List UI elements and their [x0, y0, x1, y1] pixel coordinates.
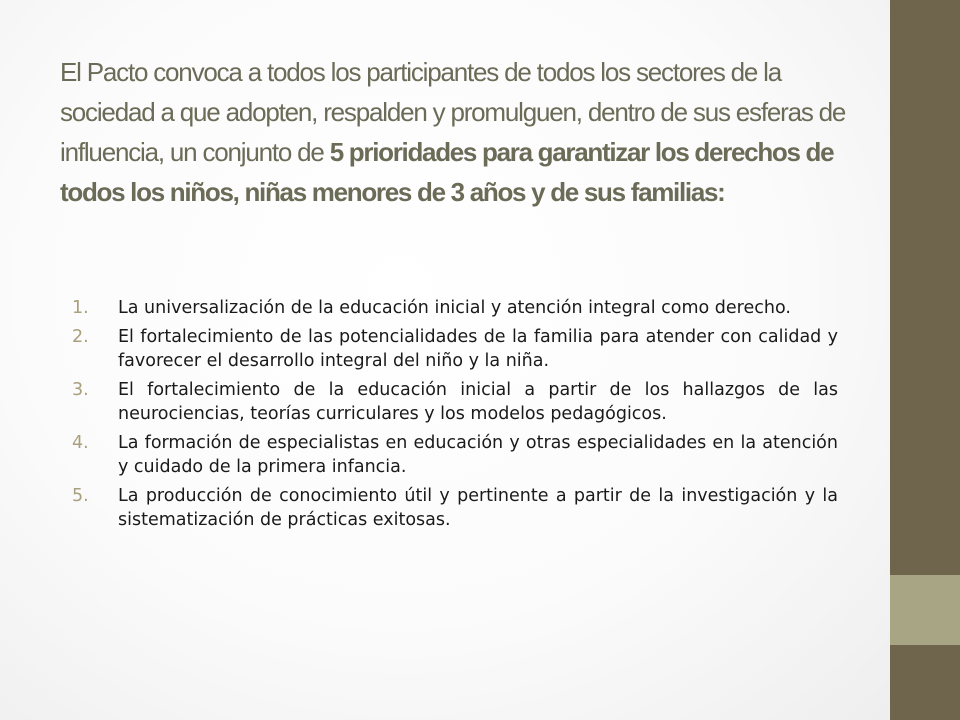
title-text: El Pacto convoca a todos los participantes de todos los sectores de la sociedad a que adopten, respalden y promulguen, dentro de sus esferas de influencia, un conjunto de: [60, 57, 846, 167]
list-item-text: El fortalecimiento de las potencialidades de la familia para atender con calidad y favorecer el desarrollo integral del niño y la niña.: [118, 327, 838, 371]
list-number: 1.: [72, 298, 89, 318]
list-number: 4.: [72, 433, 89, 453]
slide-title: [60, 52, 850, 212]
priority-list: [72, 296, 838, 537]
list-item: [72, 325, 838, 373]
list-item-text: El fortalecimiento de la educación inicial a partir de los hallazgos de las neurociencias, teorías curriculares y los modelos pedagógicos.: [118, 380, 838, 424]
title-bold-text: 5 prioridades para garantizar los derechos de todos los niños, niñas menores de 3 años y de sus familias:: [60, 137, 834, 207]
list-number: 3.: [72, 380, 89, 400]
list-item: [72, 378, 838, 426]
list-item-text: La producción de conocimiento útil y pertinente a partir de la investigación y la sistematización de prácticas exitosas.: [118, 486, 838, 530]
sidebar-decoration-light: [890, 575, 960, 645]
list-item-text: La universalización de la educación inicial y atención integral como derecho.: [118, 298, 791, 318]
list-number: 5.: [72, 486, 89, 506]
list-number: 2.: [72, 327, 89, 347]
list-item: [72, 431, 838, 479]
list-item: [72, 484, 838, 532]
list-item-text: La formación de especialistas en educación y otras especialidades en la atención y cuidado de la primera infancia.: [118, 433, 838, 477]
list-item: [72, 296, 838, 320]
